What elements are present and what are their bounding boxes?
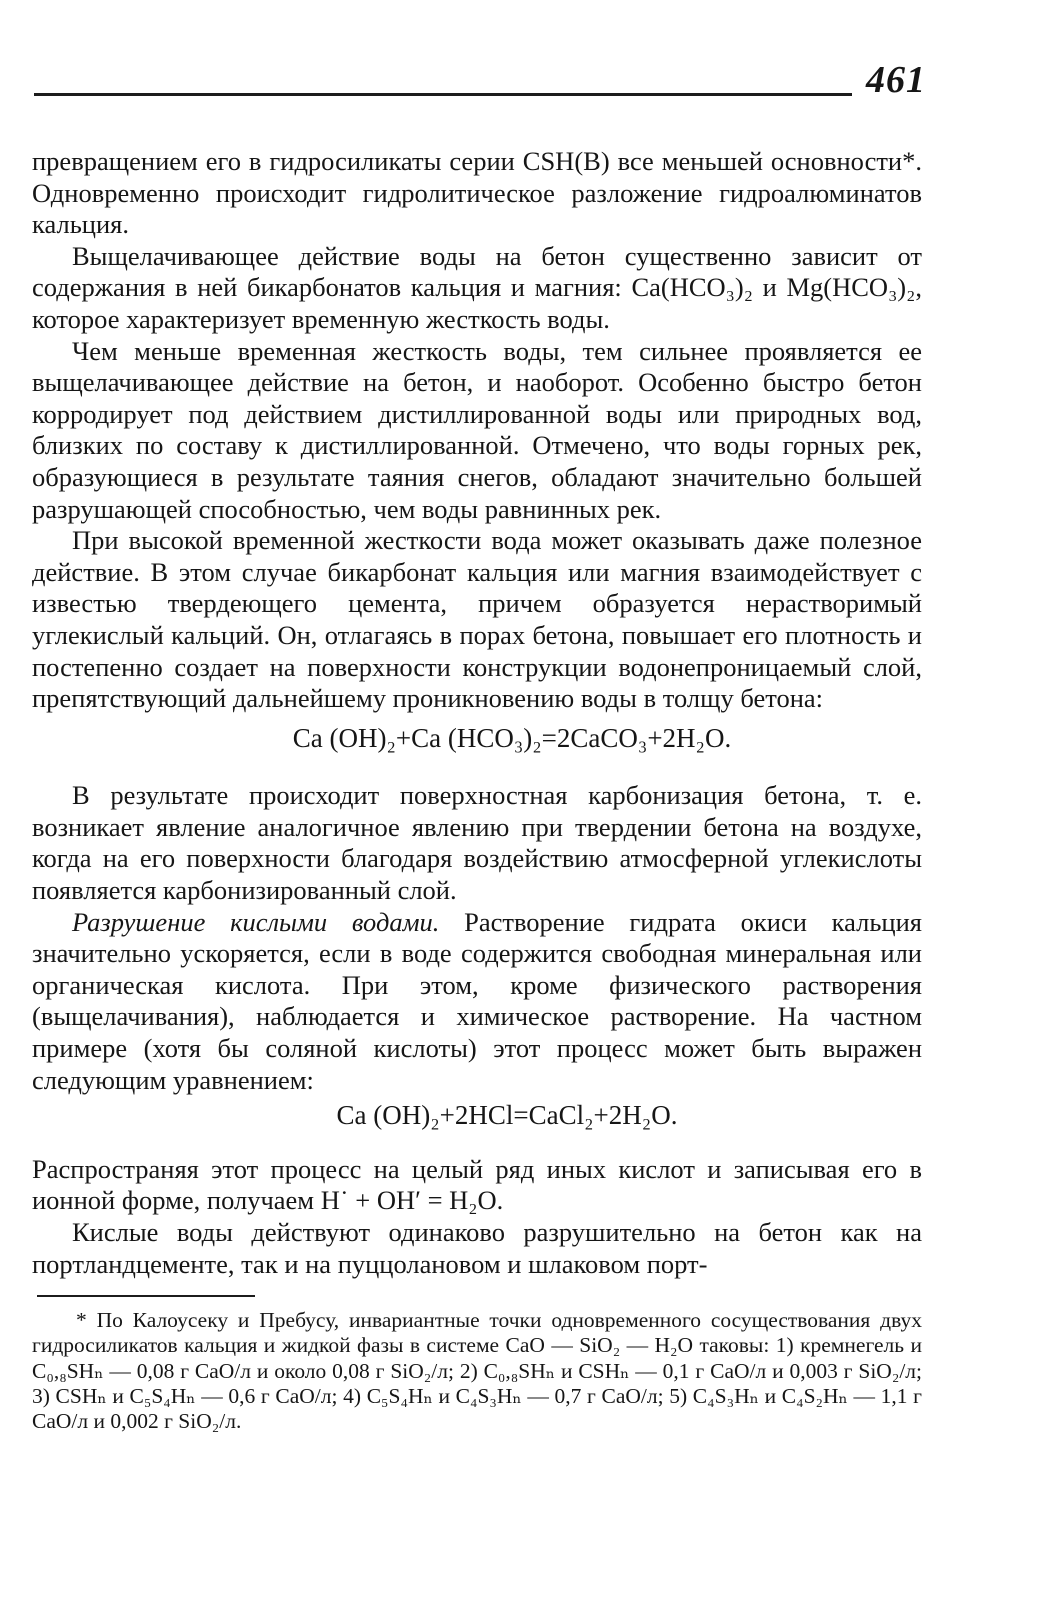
equation-hydrochloric-acid: Ca (OH)₂+2HCl=CaCl₂+2H₂O. xyxy=(336,1100,678,1131)
paragraph-7-text-after: . xyxy=(496,1185,504,1216)
paragraph-6 xyxy=(32,907,922,1097)
page-number: 461 xyxy=(866,59,926,101)
footnote-rule xyxy=(37,1295,255,1297)
paragraph-2-joiner: и xyxy=(752,272,787,303)
paragraph-2-text-after: , которое характеризует временную жесткость воды. xyxy=(32,272,922,334)
paragraph-3: Чем меньше временная жесткость воды, тем сильнее проявляется ее выщелачивающее действие на бетон, и наоборот. Особенно быстро бетон корродирует под действием дистиллированной воды или природных вод, близких по составу к дистиллированной. Отмечено, что воды горных рек, образующиеся в результате таяния снегов, обладают значительно большей разрушающей способностью, чем воды равнинных рек. xyxy=(32,335,922,524)
paragraph-5: В результате происходит поверхностная карбонизация бетона, т. е. возникает явление аналогичное явлению при твердении бетона на воздухе, когда на его поверхности благодаря воздействию атмосферной углекислоты появляется карбонизированный слой. xyxy=(32,780,922,906)
header-rule xyxy=(34,93,852,96)
equation-carbonization: Ca (OH)₂+Ca (HCO₃)₂=2CaCO₃+2H₂O. xyxy=(292,722,732,753)
section-heading-acid-waters: Разрушение кислыми водами. xyxy=(72,906,440,937)
paragraph-2 xyxy=(32,241,922,336)
paragraph-1: превращением его в гидросиликаты серии CSH(B) все меньшей основности*. Одновременно происходит гидролитическое разложение гидроалюминатов кальция. xyxy=(32,146,922,240)
main-text xyxy=(32,146,922,1280)
paragraph-7-text-before: Распространяя этот процесс на целый ряд иных кислот и записывая его в ионной форме, получаем xyxy=(32,1153,922,1216)
paragraph-6-text: Растворение гидрата окиси кальция значительно ускоряется, если в воде содержится свободная минеральная или органическая кислота. При этом, кроме физического растворения (выщелачивания), наблюдается и химическое растворение. На частном примере (хотя бы соляной кислоты) этот процесс может быть выражен следующим уравнением: xyxy=(32,906,922,1095)
paragraph-7 xyxy=(32,1154,922,1217)
paragraph-4: При высокой временной жесткости вода может оказывать даже полезное действие. В этом случае бикарбонат кальция или магния взаимодействует с известью твердеющего цемента, причем образуется нерастворимый углекислый кальций. Он, отлагаясь в порах бетона, повышает его плотность и постепенно создает на поверхности конструкции водонепроницаемый слой, препятствующий дальнейшему проникновению воды в толщу бетона: xyxy=(32,525,922,714)
formula-magnesium-bicarbonate: Mg(HCO₃)₂ xyxy=(786,272,916,303)
ionic-equation: H˙ + OH′ = H₂O xyxy=(320,1185,497,1216)
footnote: * По Калоусеку и Пребусу, инвариантные точки одновременного сосуществования двух гидросиликатов кальция и жидкой фазы в системе CaO — SiO₂ — H₂O таковы: 1) кремнегель и C₀,₈SHₙ — 0,08 г CaO/л и около 0,08 г SiO₂/л; 2) C₀,₈SHₙ и CSHₙ — 0,1 г CaO/л и 0,003 г SiO₂/л; 3) CSHₙ и C₅S₄Hₙ — 0,6 г CaO/л; 4) C₅S₄Hₙ и C₄S₃Hₙ — 0,7 г CaO/л; 5) C₄S₃Hₙ и C₄S₂Hₙ — 1,1 г CaO/л и 0,002 г SiO₂/л. xyxy=(32,1308,922,1434)
paragraph-2-text-before: Выщелачивающее действие воды на бетон существенно зависит от содержания в ней бикарбонатов кальция и магния: xyxy=(32,240,922,303)
paragraph-8: Кислые воды действуют одинаково разрушительно на бетон как на портландцементе, так и на пуццолановом и шлаковом порт- xyxy=(32,1217,922,1279)
formula-calcium-bicarbonate: Ca(HCO₃)₂ xyxy=(631,272,753,303)
